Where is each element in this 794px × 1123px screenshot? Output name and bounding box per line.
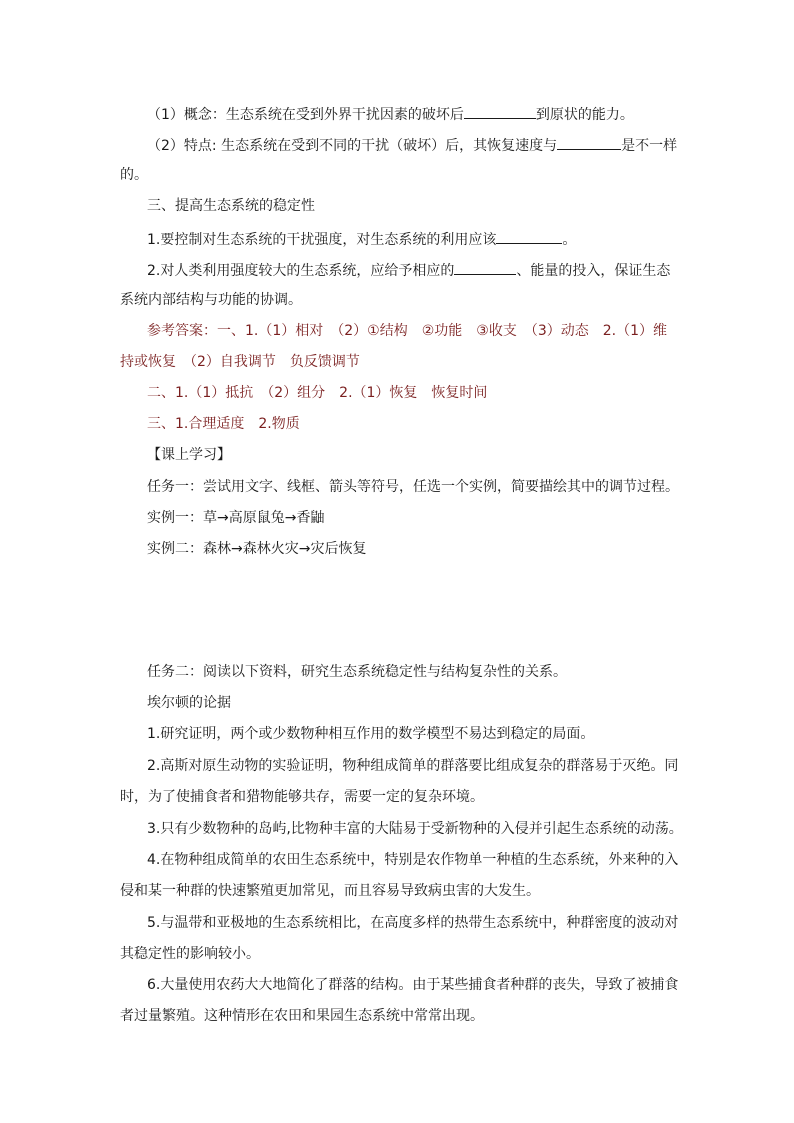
class-heading: 【课上学习】 xyxy=(147,447,231,463)
evidence-5-cont: 其稳定性的影响较小。 xyxy=(120,946,260,962)
item-text-end: 、能量的投入，保证生态 xyxy=(516,263,671,279)
answer-line-2: 持或恢复 （2）自我调节 负反馈调节 xyxy=(120,354,360,370)
item-text: 2.对人类利用强度较大的生态系统，应给予相应的 xyxy=(147,263,455,279)
evidence-2-cont: 时，为了使捕食者和猎物能够共存，需要一定的复杂环境。 xyxy=(120,789,484,805)
evidence-3: 3.只有少数物种的岛屿,比物种丰富的大陆易于受新物种的入侵并引起生态系统的动荡。 xyxy=(147,821,683,837)
evidence-2: 2.高斯对原生动物的实验证明，物种组成简单的群落要比组成复杂的群落易于灭绝。同 xyxy=(147,758,679,774)
example-one: 实例一：草→高原鼠兔→香鼬 xyxy=(147,510,325,526)
concept-text: （1）概念：生态系统在受到外界干扰因素的破坏后 xyxy=(147,107,464,123)
feature-text-end: 是不一样 xyxy=(621,138,678,154)
feature-line xyxy=(147,135,677,155)
answer-line-1: 参考答案：一、1.（1）相对 （2）①结构 ②功能 ③收支 （3）动态 2.（1）维 xyxy=(147,323,667,339)
answer-line-3: 二、1.（1）抵抗 （2）组分 2.（1）恢复 恢复时间 xyxy=(147,385,488,401)
fill-blank[interactable] xyxy=(496,229,562,244)
evidence-4-cont: 侵和某一种群的快速繁殖更加常见，而且容易导致病虫害的大发生。 xyxy=(120,883,540,899)
item-line-2-cont: 系统内部结构与功能的协调。 xyxy=(120,292,302,308)
evidence-4: 4.在物种组成简单的农田生态系统中，特别是农作物单一种植的生态系统，外来种的入 xyxy=(147,852,679,868)
item-text: 1.要控制对生态系统的干扰强度，对生态系统的利用应该 xyxy=(147,232,497,248)
concept-text-end: 到原状的能力。 xyxy=(535,107,634,123)
feature-text: （2）特点: 生态系统在受到不同的干扰（破坏）后，其恢复速度与 xyxy=(147,138,558,154)
item-line-1 xyxy=(147,229,576,249)
fill-blank[interactable] xyxy=(464,104,536,119)
item-line-2 xyxy=(147,260,670,280)
example-two: 实例二：森林→森林火灾→灾后恢复 xyxy=(147,541,367,557)
task-one: 任务一：尝试用文字、线框、箭头等符号，任选一个实例，简要描绘其中的调节过程。 xyxy=(147,479,679,495)
feature-line-cont: 的。 xyxy=(120,167,148,183)
item-text-end: 。 xyxy=(562,232,577,248)
task-two: 任务二：阅读以下资料，研究生态系统稳定性与结构复杂性的关系。 xyxy=(147,664,567,680)
evidence-6-cont: 者过量繁殖。这种情形在农田和果园生态系统中常常出现。 xyxy=(120,1008,484,1024)
elton-heading: 埃尔顿的论据 xyxy=(147,695,231,711)
fill-blank[interactable] xyxy=(557,135,621,150)
concept-line xyxy=(147,104,634,124)
answer-line-4: 三、1.合理适度 2.物质 xyxy=(147,416,300,432)
evidence-5: 5.与温带和亚极地的生态系统相比，在高度多样的热带生态系统中，种群密度的波动对 xyxy=(147,915,679,931)
fill-blank[interactable] xyxy=(454,260,516,275)
section-heading-3: 三、提高生态系统的稳定性 xyxy=(147,198,315,214)
evidence-6: 6.大量使用农药大大地简化了群落的结构。由于某些捕食者种群的丧失，导致了被捕食 xyxy=(147,977,679,993)
evidence-1: 1.研究证明，两个或少数物种相互作用的数学模型不易达到稳定的局面。 xyxy=(147,726,595,742)
